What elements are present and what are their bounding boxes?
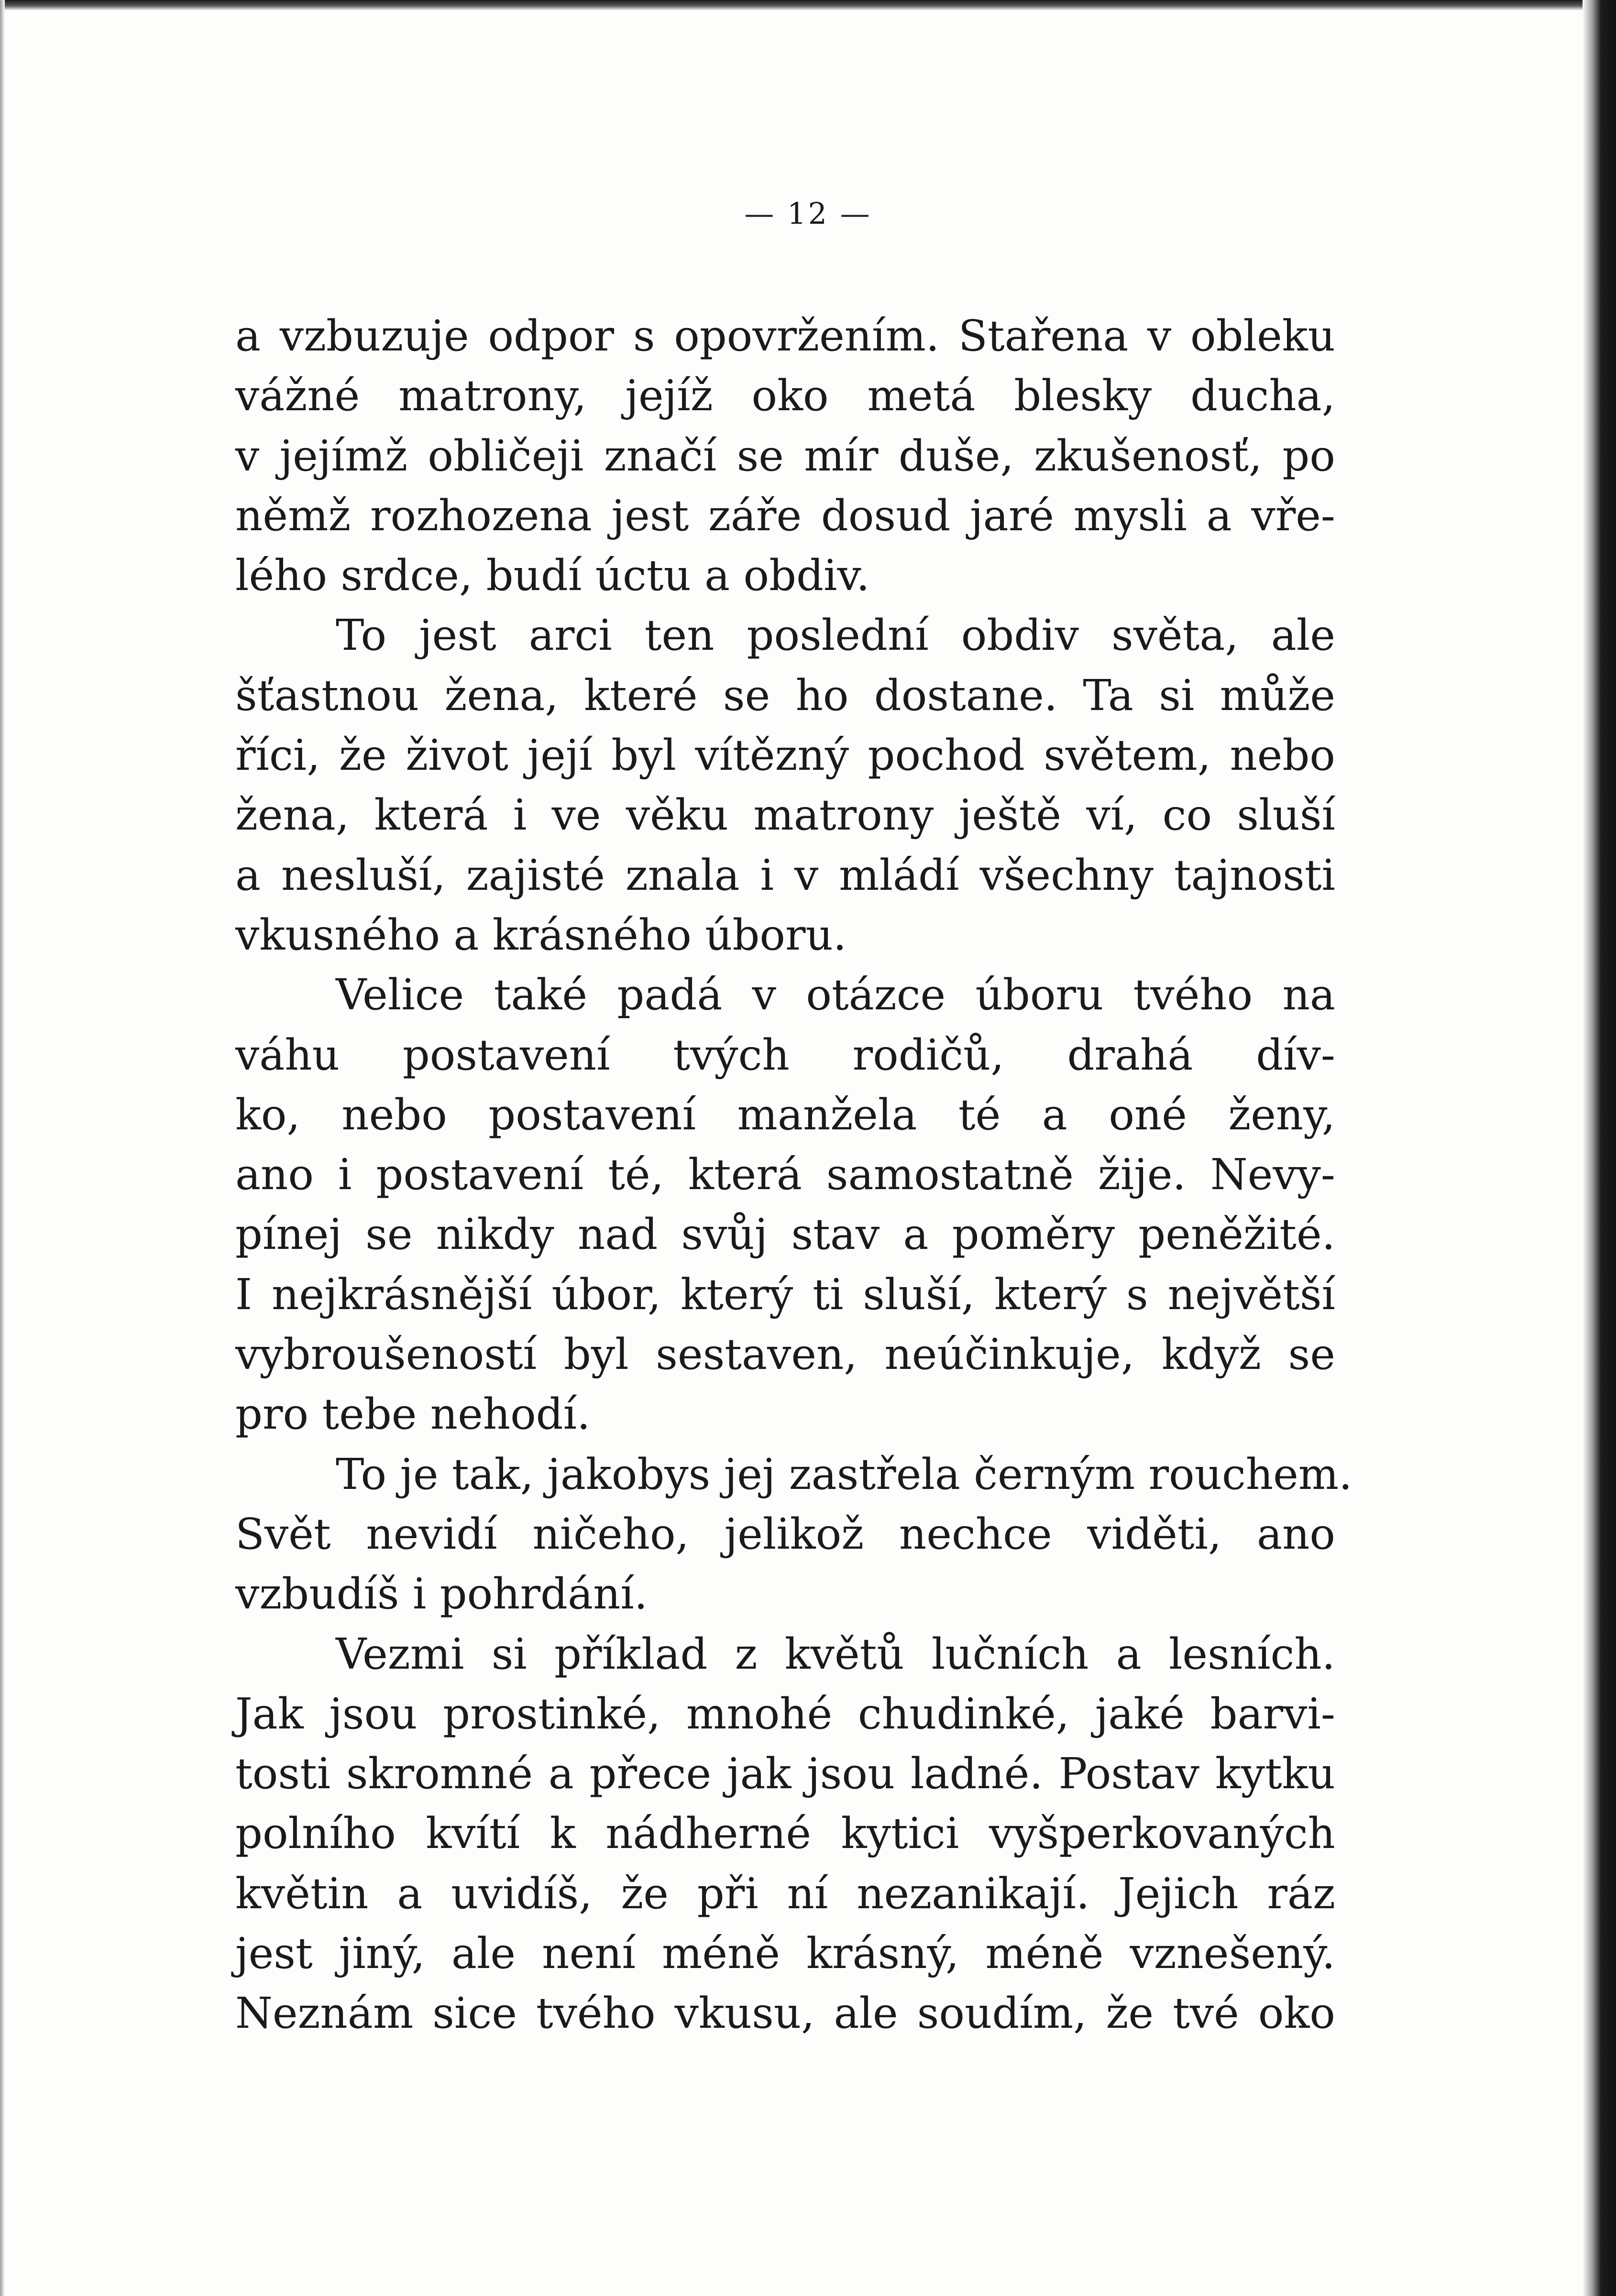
text-line: žena, která i ve věku matrony ještě ví, co sluší [235, 790, 1335, 840]
text-line: pro tebe nehodí. [235, 1389, 591, 1439]
text-line: Neznám sice tvého vkusu, ale soudím, že tvé oko [235, 1988, 1335, 2038]
text-line: v jejímž obličeji značí se mír duše, zkušenosť, po [235, 430, 1335, 481]
text-line: němž rozhozena jest záře dosud jaré mysli a vře- [235, 490, 1335, 540]
text-line: vzbudíš i pohrdání. [235, 1569, 648, 1619]
text-line: říci, že život její byl vítězný pochod světem, nebo [235, 730, 1335, 780]
text-line: jest jiný, ale není méně krásný, méně vznešený. [235, 1928, 1335, 1979]
scan-edge-left [0, 0, 5, 2296]
text-line: pínej se nikdy nad svůj stav a poměry peněžité. [235, 1209, 1335, 1259]
scan-edge-right [1583, 0, 1616, 2296]
text-line: polního kvítí k nádherné kytici vyšperkovaných [235, 1808, 1335, 1859]
text-line: vkusného a krásného úboru. [235, 909, 847, 960]
page-number: — 12 — [744, 196, 872, 231]
text-line: Jak jsou prostinké, mnohé chudinké, jaké barvi- [235, 1688, 1335, 1738]
text-line: váhu postavení tvých rodičů, drahá dív- [235, 1029, 1335, 1080]
text-line: To jest arci ten poslední obdiv světa, ale [336, 610, 1335, 660]
text-line: ko, nebo postavení manžela té a oné ženy, [235, 1089, 1335, 1139]
text-line: a nesluší, zajisté znala i v mládí všechny tajnosti [235, 850, 1335, 900]
text-line: Svět nevidí ničeho, jelikož nechce viděti, ano [235, 1509, 1335, 1559]
text-line: šťastnou žena, které se ho dostane. Ta si může [235, 670, 1335, 720]
text-line: lého srdce, budí úctu a obdiv. [235, 550, 870, 601]
text-line: To je tak, jakobys jej zastřela černým rouchem. [336, 1449, 1352, 1499]
text-line: ano i postavení té, která samostatně žije. Nevy- [235, 1149, 1335, 1200]
scan-edge-top [0, 0, 1616, 11]
text-line: I nejkrásnější úbor, který ti sluší, který s největší [235, 1269, 1335, 1319]
text-line: tosti skromné a přece jak jsou ladné. Postav kytku [235, 1749, 1335, 1799]
text-line: Velice také padá v otázce úboru tvého na [336, 970, 1335, 1020]
body-text [235, 306, 1352, 2044]
text-line: vážné matrony, jejíž oko metá blesky ducha, [235, 371, 1335, 421]
text-line: květin a uvidíš, že při ní nezanikají. Jejich ráz [235, 1868, 1335, 1918]
text-line: Vezmi si příklad z květů lučních a lesních. [336, 1629, 1335, 1679]
text-line: a vzbuzuje odpor s opovržením. Stařena v obleku [235, 311, 1335, 361]
text-line: vybroušeností byl sestaven, neúčinkuje, když se [235, 1329, 1335, 1379]
